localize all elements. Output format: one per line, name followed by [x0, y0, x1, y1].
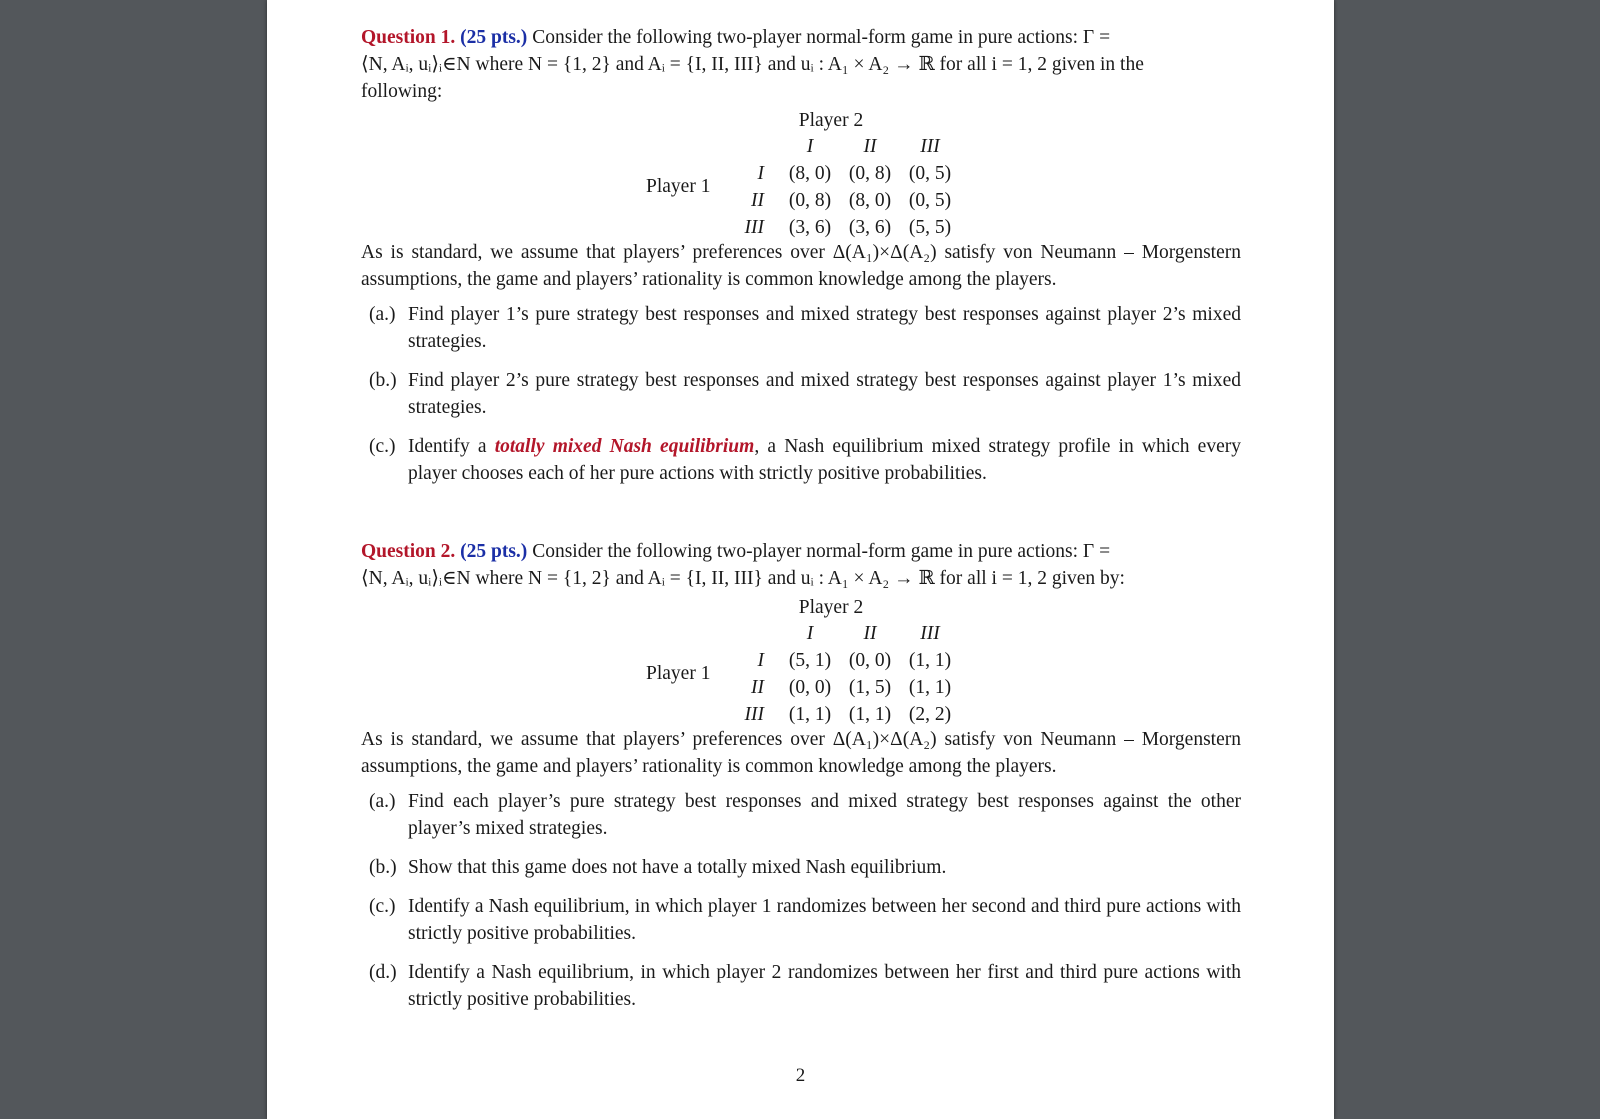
- payoff-cell: (5, 5): [908, 217, 952, 238]
- question-1-points: (25 pts.): [460, 27, 528, 48]
- page-number: 2: [795, 1065, 806, 1086]
- part-label: (a.): [369, 304, 396, 325]
- payoff-cell: (5, 1): [788, 650, 832, 671]
- row-header: II: [751, 190, 764, 211]
- col-header: I: [806, 623, 814, 644]
- table-row: [736, 701, 960, 728]
- question-2-parts: [361, 788, 1241, 1013]
- part-text: Find each player’s pure strategy best responses and mixed strategy best responses against the other player’s mixed strategies.: [408, 791, 1241, 839]
- part-text-before: Identify a: [408, 436, 495, 457]
- part-label: (c.): [369, 896, 396, 917]
- payoff-cell: (8, 0): [788, 163, 832, 184]
- table-row: [736, 214, 960, 241]
- payoff-cell: (1, 1): [848, 704, 892, 725]
- question-2-assumption: As is standard, we assume that players’ preferences over Δ(A₁)×Δ(A₂) satisfy von Neumann – Morgenstern assumptions, the game and players’ rationality is common knowledge among the players.: [361, 729, 1241, 777]
- row-header: I: [757, 163, 764, 184]
- question-1-parts: [361, 301, 1241, 487]
- player-1-label: Player 1: [646, 663, 711, 684]
- row-header: III: [744, 217, 764, 238]
- question-2-title: Question 2.: [361, 541, 456, 562]
- question-2-intro-line2: ⟨N, Aᵢ, uᵢ⟩ᵢ∈N where N = {1, 2} and Aᵢ = {I, II, III} and uᵢ : A₁ × A₂ → ℝ for all i = 1, 2 given by:: [361, 568, 1125, 589]
- row-header: III: [744, 704, 764, 725]
- question-2: [361, 538, 1241, 1025]
- list-item: [361, 788, 1241, 842]
- part-text: Identify a Nash equilibrium, in which player 2 randomizes between her first and third pure actions with strictly positive probabilities.: [408, 962, 1241, 1010]
- payoff-cell: (0, 8): [848, 163, 892, 184]
- part-text: Find player 1’s pure strategy best responses and mixed strategy best responses against player 2’s mixed strategies.: [408, 304, 1241, 352]
- col-header: III: [920, 623, 940, 644]
- col-header: III: [920, 136, 940, 157]
- question-2-points: (25 pts.): [460, 541, 528, 562]
- payoff-cell: (1, 1): [908, 677, 952, 698]
- list-item: [361, 854, 1241, 881]
- payoff-cell: (1, 1): [908, 650, 952, 671]
- part-label: (b.): [369, 857, 397, 878]
- game-matrix-2: [361, 594, 1241, 725]
- payoff-cell: (1, 1): [788, 704, 832, 725]
- part-label: (d.): [369, 962, 397, 983]
- question-2-intro: [361, 538, 1241, 592]
- player-1-label: Player 1: [646, 176, 711, 197]
- table-row: [736, 187, 960, 214]
- question-1-intro-line1: Consider the following two-player normal-form game in pure actions: Γ =: [527, 27, 1111, 48]
- col-header: I: [806, 136, 814, 157]
- part-label: (a.): [369, 791, 396, 812]
- payoff-cell: (0, 0): [848, 650, 892, 671]
- part-label: (c.): [369, 436, 396, 457]
- question-2-intro-line1: Consider the following two-player normal-form game in pure actions: Γ =: [527, 541, 1111, 562]
- question-1-assumption: As is standard, we assume that players’ preferences over Δ(A₁)×Δ(A₂) satisfy von Neumann – Morgenstern assumptions, the game and players’ rationality is common knowledge among the players.: [361, 242, 1241, 290]
- question-1-intro-line2: ⟨N, Aᵢ, uᵢ⟩ᵢ∈N where N = {1, 2} and Aᵢ = {I, II, III} and uᵢ : A₁ × A₂ → ℝ for all i = 1, 2 given in the: [361, 54, 1144, 75]
- game-matrix-1: [361, 107, 1241, 238]
- emphasized-term: totally mixed Nash equilibrium: [494, 436, 755, 457]
- col-header: II: [863, 136, 877, 157]
- question-1: [361, 24, 1241, 499]
- part-text: Identify a Nash equilibrium, in which player 1 randomizes between her second and third pure actions with strictly positive probabilities.: [408, 896, 1241, 944]
- document-page: [267, 0, 1334, 1119]
- payoff-cell: (3, 6): [848, 217, 892, 238]
- payoff-table-1: [736, 133, 960, 241]
- payoff-cell: (3, 6): [788, 217, 832, 238]
- payoff-cell: (0, 0): [788, 677, 832, 698]
- payoff-cell: (2, 2): [908, 704, 952, 725]
- row-header: II: [751, 677, 764, 698]
- list-item: [361, 301, 1241, 355]
- list-item: [361, 959, 1241, 1013]
- part-text-after: , a Nash equilibrium mixed strategy profile in which every player chooses each of her pure actions with strictly positive probabilities.: [408, 436, 1241, 484]
- table-row: [736, 674, 960, 701]
- part-label: (b.): [369, 370, 397, 391]
- payoff-cell: (1, 5): [848, 677, 892, 698]
- question-1-intro-line3: following:: [361, 81, 443, 102]
- question-1-title: Question 1.: [361, 27, 456, 48]
- payoff-cell: (0, 5): [908, 190, 952, 211]
- list-item: [361, 433, 1241, 487]
- payoff-table-2: [736, 620, 960, 728]
- part-text: Show that this game does not have a totally mixed Nash equilibrium.: [408, 857, 947, 878]
- table-row: [736, 160, 960, 187]
- payoff-cell: (0, 5): [908, 163, 952, 184]
- table-row: [736, 647, 960, 674]
- payoff-cell: (8, 0): [848, 190, 892, 211]
- list-item: [361, 893, 1241, 947]
- question-1-intro: [361, 24, 1241, 105]
- player-2-label: Player 2: [798, 597, 864, 618]
- player-2-label: Player 2: [798, 110, 864, 131]
- payoff-cell: (0, 8): [788, 190, 832, 211]
- part-text: Find player 2’s pure strategy best responses and mixed strategy best responses against player 1’s mixed strategies.: [408, 370, 1241, 418]
- list-item: [361, 367, 1241, 421]
- col-header: II: [863, 623, 877, 644]
- row-header: I: [757, 650, 764, 671]
